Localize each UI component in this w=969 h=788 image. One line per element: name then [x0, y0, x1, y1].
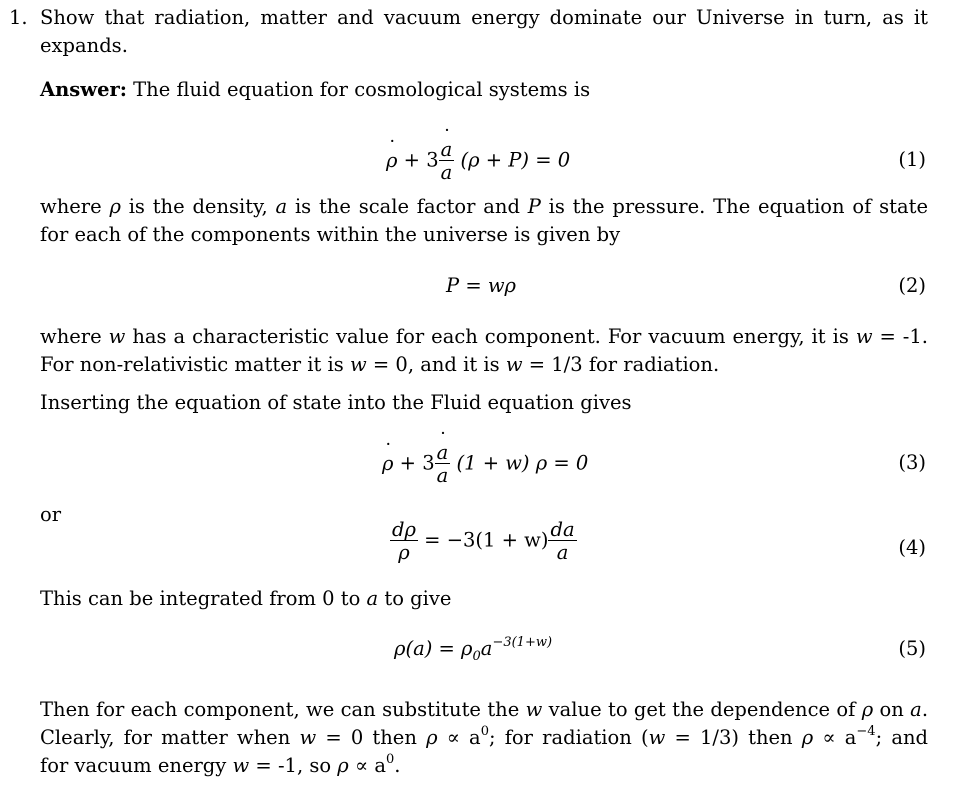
paragraph-5-line-1: Then for each component, we can substitute the w value to get the dependence of ρ on a. [40, 698, 929, 721]
problem-number: 1. [9, 6, 28, 29]
equation-5: $\rho(a) = \rho_0a^{-3(1+w)}$ [394, 634, 553, 664]
eq4-left-fraction: $\frac{d\rho}{\rho}$ [392, 518, 416, 564]
equation-number-3: (3) [898, 451, 926, 474]
answer-label: Answer: [40, 78, 127, 101]
equation-number-2: (2) [898, 274, 926, 297]
paragraph-5-line-2: Clearly, for matter when w = 0 then $\rho \propto a^0$; for radiation (w = 1/3) then $\rho \propto a^{-4}$; and [40, 723, 928, 749]
paragraph-1-line-2: for each of the components within the universe is given by [40, 223, 621, 246]
paragraph-3: Inserting the equation of state into the Fluid equation gives [40, 391, 632, 414]
eq3-rest: (1 + w) ρ = 0 [450, 451, 589, 475]
eq4-right-fraction: $\frac{da}{a}$ [550, 518, 575, 564]
eq3-three: 3 [422, 451, 435, 475]
eq3-den: a [436, 463, 449, 487]
equation-number-1: (1) [898, 148, 926, 171]
answer-intro [40, 76, 590, 104]
eq1-rest: (ρ + P) = 0 [454, 148, 571, 172]
equation-3 [382, 443, 588, 485]
paragraph-2-line-2: For non-relativistic matter it is w = 0, and it is w = 1/3 for radiation. [40, 353, 720, 376]
or-text: or [40, 503, 62, 526]
eq1-three: 3 [426, 148, 439, 172]
paragraph-1-line-1: where ρ is the density, a is the scale factor and P is the pressure. The equation of state [40, 195, 928, 218]
eq3-num: a ˙ [437, 443, 449, 463]
paragraph-5-line-3: for vacuum energy w = -1, so $\rho \propto a^0$. [40, 751, 401, 777]
eq4-mid: = −3(1 + w) [417, 528, 549, 552]
equation-number-4: (4) [898, 536, 926, 559]
problem-line-2: expands. [40, 34, 128, 57]
rho-dot: ρ ˙ [386, 147, 397, 175]
equation-2: P = wρ [446, 274, 517, 297]
eq1-fraction [439, 140, 455, 182]
equation-4 [390, 520, 577, 562]
eq1-num: a ˙ [441, 140, 453, 160]
paragraph-4: This can be integrated from 0 to a to give [40, 587, 452, 610]
eq1-den: a [440, 160, 453, 184]
eq3-rho-dot: ρ ˙ [382, 450, 393, 478]
eq1-plus: + [397, 148, 427, 172]
eq3-fraction [435, 443, 451, 485]
eq3-plus: + [393, 451, 423, 475]
answer-intro-text: The fluid equation for cosmological systems is [126, 78, 591, 101]
equation-1 [386, 140, 570, 182]
paragraph-2-line-1: where w has a characteristic value for each component. For vacuum energy, it is w = -1. [40, 325, 928, 348]
equation-number-5: (5) [898, 637, 926, 660]
problem-line-1: Show that radiation, matter and vacuum energy dominate our Universe in turn, as it [40, 6, 928, 29]
